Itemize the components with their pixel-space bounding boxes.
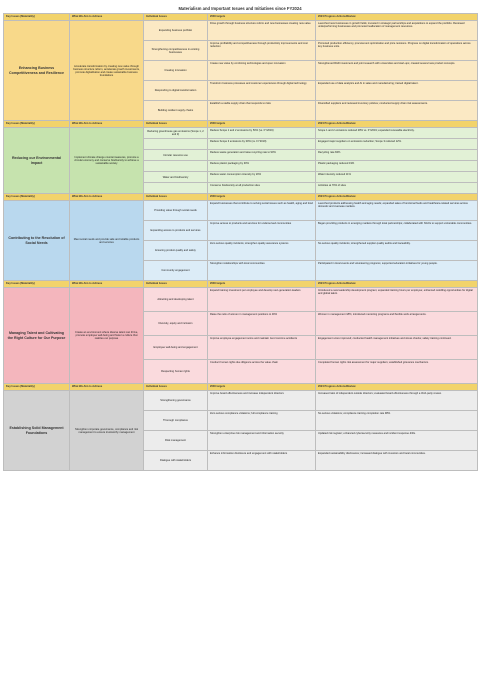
target-cell: Create new value by combining technologies and open innovation — [208, 61, 316, 81]
target-cell: Expand businesses that contribute to solving social issues such as health, aging and food — [208, 201, 316, 221]
column-header: Individual Issues — [144, 194, 208, 201]
table-row — [4, 21, 478, 41]
target-cell: Improve board effectiveness and increase independent directors — [208, 391, 316, 411]
progress-cell: Engaged major suppliers on emissions reduction; Scope 3 reduced 12%. — [316, 139, 478, 150]
aim-cell: Strengthen corporate governance, compliance and risk management to ensure trustworthy management — [70, 391, 144, 471]
individual-issue-cell: Building resilient supply chains — [144, 101, 208, 121]
aim-cell: Meet social needs and provide safe and reliable products and services — [70, 201, 144, 281]
target-cell: Raise the ratio of women in management positions to 30% — [208, 312, 316, 336]
materiality-table-container — [3, 13, 477, 471]
key-issue-cell: Contributing to the Resolution of Social Needs — [4, 201, 70, 281]
target-cell: Reduce Scope 1 and 2 emissions by 50% (vs. FY2019) — [208, 128, 316, 139]
column-header: 2030 targets — [208, 384, 316, 391]
individual-issue-cell: Diversity, equity and inclusion — [144, 312, 208, 336]
progress-cell: Completed human rights risk assessment for major suppliers; established grievance mechanism. — [316, 360, 478, 384]
individual-issue-cell: Expanding business portfolio — [144, 21, 208, 41]
individual-issue-cell: Community engagement — [144, 261, 208, 281]
progress-cell: Promoted production efficiency, procurement optimization and price revisions. Progress on digital transformation of operations across key business units. — [316, 41, 478, 61]
table-row — [4, 391, 478, 411]
target-cell: Reduce waste generation and raise recycling rate to 90% — [208, 150, 316, 161]
progress-cell: Began providing products in emerging markets through local partnerships; collaborated with NGOs to support vulnerable communities. — [316, 221, 478, 241]
column-header: What We Aim to Achieve — [70, 121, 144, 128]
progress-cell: Launched products addressing health and aging needs; expanded sales of functional foods and healthcare-related services across domestic and overseas markets. — [316, 201, 478, 221]
progress-cell: Recycling rate 84% — [316, 150, 478, 161]
header-row — [4, 121, 478, 128]
column-header: Individual Issues — [144, 14, 208, 21]
individual-issue-cell: Employee well-being and engagement — [144, 336, 208, 360]
progress-cell: Updated risk register; enhanced cybersecurity measures and incident response drills. — [316, 431, 478, 451]
progress-cell: Introduced a new leadership development program; expanded training hours per employee; enhanced reskilling opportunities for digital and global talent. — [316, 288, 478, 312]
progress-cell: Increased ratio of independent outside directors; evaluated board effectiveness through a third-party review. — [316, 391, 478, 411]
target-cell: Strengthen relationships with local communities — [208, 261, 316, 281]
target-cell: Expand training investment per employee and develop next-generation leaders — [208, 288, 316, 312]
target-cell: Improve access to products and services for underserved communities — [208, 221, 316, 241]
individual-issue-cell: Water and biodiversity — [144, 172, 208, 183]
individual-issue-cell: Respecting human rights — [144, 360, 208, 384]
progress-cell: No serious quality incidents; strengthened supplier quality audits and traceability. — [316, 241, 478, 261]
column-header: 2024 Progress Actions/Review — [316, 14, 478, 21]
target-cell: Transform business processes and customer experiences through digital technology — [208, 81, 316, 101]
column-header: Key Issues (Materiality) — [4, 121, 70, 128]
aim-cell: Create an environment where diverse talent can thrive, promote employee well-being and foster a culture that realizes our purpose — [70, 288, 144, 384]
individual-issue-cell: Reducing greenhouse gas emissions (Scope 1, 2 and 3) — [144, 128, 208, 139]
target-cell: Zero serious compliance violations; full compliance training — [208, 411, 316, 431]
key-issue-cell: Managing Talent and Cultivating the Right Culture for Our Purpose — [4, 288, 70, 384]
column-header: Key Issues (Materiality) — [4, 281, 70, 288]
progress-cell: No serious violations; compliance training completion rate 98%. — [316, 411, 478, 431]
key-issue-cell: Establishing Solid Management Foundations — [4, 391, 70, 471]
column-header: What We Aim to Achieve — [70, 14, 144, 21]
target-cell: Reduce Scope 3 emissions by 30% (vs. FY2019) — [208, 139, 316, 150]
key-issue-cell: Enhancing Business Competitiveness and Resilience — [4, 21, 70, 121]
progress-cell: Strengthened R&D investment and joint research with universities and start-ups; created several new product concepts. — [316, 61, 478, 81]
progress-cell: Launched new businesses in growth fields; invested in strategic partnerships and acquisitions to expand the portfolio. Reviewed underperforming businesses and promoted reallocation of management resources. — [316, 21, 478, 41]
column-header: What We Aim to Achieve — [70, 384, 144, 391]
individual-issue-cell: Attracting and developing talent — [144, 288, 208, 312]
column-header: Key Issues (Materiality) — [4, 194, 70, 201]
column-header: Individual Issues — [144, 281, 208, 288]
column-header: 2024 Progress Actions/Review — [316, 194, 478, 201]
column-header: What We Aim to Achieve — [70, 194, 144, 201]
progress-cell: Participated in local events and volunteering programs; supported education initiatives for young people. — [316, 261, 478, 281]
target-cell: Strengthen enterprise risk management and information security — [208, 431, 316, 451]
aim-cell: Accelerate transformation by creating new value through business structure reform, accelerate growth investments, promote digitalization and create sustainable business foundations — [70, 21, 144, 121]
progress-cell: Scope 1 and 2 emissions reduced 28% vs. FY2019; expanded renewable electricity. — [316, 128, 478, 139]
individual-issue-cell — [144, 183, 208, 194]
column-header: Individual Issues — [144, 121, 208, 128]
column-header: 2030 targets — [208, 281, 316, 288]
target-cell: Conduct human rights due diligence across the value chain — [208, 360, 316, 384]
key-issue-cell: Reducing our Environmental Impact — [4, 128, 70, 194]
column-header: 2024 Progress Actions/Review — [316, 121, 478, 128]
column-header: 2024 Progress Actions/Review — [316, 281, 478, 288]
column-header: Key Issues (Materiality) — [4, 14, 70, 21]
target-cell: Improve profitability and competitiveness through productivity improvements and cost reduction — [208, 41, 316, 61]
column-header: What We Aim to Achieve — [70, 281, 144, 288]
column-header: Key Issues (Materiality) — [4, 384, 70, 391]
target-cell: Improve employee engagement score and maintain zero lost-time accidents — [208, 336, 316, 360]
table-body — [4, 14, 478, 471]
progress-cell: Diversified suppliers and reviewed inventory policies; conducted supply chain risk assessments. — [316, 101, 478, 121]
target-cell: Reduce plastic packaging by 30% — [208, 161, 316, 172]
target-cell: Conserve biodiversity at all production sites — [208, 183, 316, 194]
column-header: Individual Issues — [144, 384, 208, 391]
individual-issue-cell: Dialogue with stakeholders — [144, 451, 208, 471]
individual-issue-cell: Circular resource use — [144, 150, 208, 161]
individual-issue-cell — [144, 161, 208, 172]
target-cell: Zero serious quality incidents; strengthen quality assurance systems — [208, 241, 316, 261]
individual-issue-cell: Ensuring product quality and safety — [144, 241, 208, 261]
table-row — [4, 128, 478, 139]
column-header: 2030 targets — [208, 121, 316, 128]
column-header: 2030 targets — [208, 194, 316, 201]
individual-issue-cell: Creating innovation — [144, 61, 208, 81]
individual-issue-cell: Expanding access to products and services — [144, 221, 208, 241]
header-row — [4, 281, 478, 288]
column-header: 2030 targets — [208, 14, 316, 21]
aim-cell: Implement climate change countermeasures, promote a circular economy and conserve biodiversity to achieve a sustainable society — [70, 128, 144, 194]
progress-cell: Plastic packaging reduced 19% — [316, 161, 478, 172]
progress-cell: Women in management 18%; introduced mentoring programs and flexible work arrangements. — [316, 312, 478, 336]
table-row — [4, 201, 478, 221]
header-row — [4, 194, 478, 201]
materiality-table — [3, 13, 478, 471]
target-cell: Reduce water consumption intensity by 20% — [208, 172, 316, 183]
target-cell: Drive growth through business structure reform and new businesses creating new value — [208, 21, 316, 41]
document-title: Materialism and Important Issues and Initiatives since FY2024 — [178, 6, 302, 11]
individual-issue-cell: Strengthening governance — [144, 391, 208, 411]
target-cell: Establish a stable supply chain that responds to risks — [208, 101, 316, 121]
individual-issue-cell: Responding to digital transformation — [144, 81, 208, 101]
progress-cell: Water intensity reduced 11% — [316, 172, 478, 183]
progress-cell: Engagement score improved; conducted health management initiatives and stress checks; safety training continued. — [316, 336, 478, 360]
header-row — [4, 384, 478, 391]
progress-cell: Expanded sustainability disclosures; increased dialogue with investors and local communities. — [316, 451, 478, 471]
individual-issue-cell: Providing value through social needs — [144, 201, 208, 221]
individual-issue-cell — [144, 139, 208, 150]
progress-cell: Activities at 70% of sites — [316, 183, 478, 194]
table-row — [4, 288, 478, 312]
column-header: 2024 Progress Actions/Review — [316, 384, 478, 391]
target-cell: Enhance information disclosure and engagement with stakeholders — [208, 451, 316, 471]
individual-issue-cell: Strengthening competitiveness in existing businesses — [144, 41, 208, 61]
individual-issue-cell: Risk management — [144, 431, 208, 451]
individual-issue-cell: Thorough compliance — [144, 411, 208, 431]
progress-cell: Expanded use of data analytics and AI in sales and manufacturing; trained digital talent. — [316, 81, 478, 101]
header-row — [4, 14, 478, 21]
